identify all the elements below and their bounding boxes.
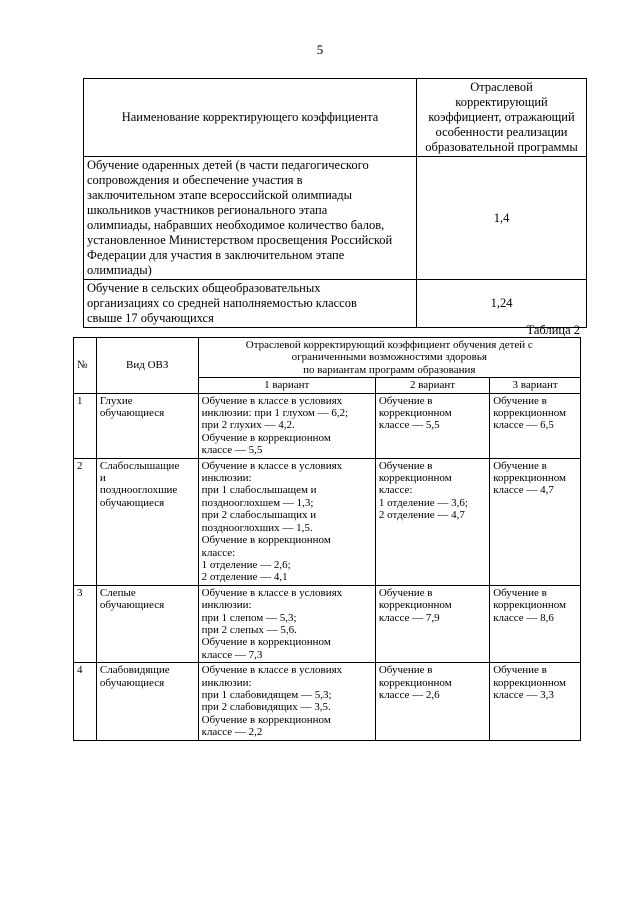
- header-coefficient-group: Отраслевой корректирующий коэффициент обучения детей с ограниченными возможностями здоровья по вариантам программ образования: [198, 338, 580, 378]
- variant-1-cell: Обучение в классе в условиях инклюзии: при 1 глухом — 6,2; при 2 глухих — 4,2. Обучение в коррекционном классе — 5,5: [198, 393, 375, 458]
- disability-kind: Слабовидящие обучающиеся: [96, 663, 198, 740]
- row-number: 2: [74, 458, 97, 585]
- disability-kind: Слабослышащие и позднооглохшие обучающиеся: [96, 458, 198, 585]
- variant-1-cell: Обучение в классе в условиях инклюзии: при 1 слабослышащем и позднооглохшем — 1,3; при 2 слабослышащих и позднооглохших — 1,5. Обучение в коррекционном классе: 1 отделение — 2,6; 2 отделение — 4,1: [198, 458, 375, 585]
- header-industry-coefficient: Отраслевой корректирующий коэффициент, отражающий особенности реализации образовательной программы: [417, 79, 587, 157]
- table-row: [74, 458, 581, 585]
- variant-3-cell: Обучение в коррекционном классе — 4,7: [490, 458, 581, 585]
- coefficient-name-rural: Обучение в сельских общеобразовательных организациях со средней наполняемостью классов свыше 17 обучающихся: [84, 280, 417, 328]
- coefficient-name-gifted: Обучение одаренных детей (в части педагогического сопровождения и обеспечение участия в заключительном этапе всероссийской олимпиады школьников участников регионального этапа олимпиады, набравших необходимое количество балов, установленное Министерством просвещения Российской Федерации для участия в заключительном этапе олимпиады): [84, 157, 417, 280]
- row-number: 1: [74, 393, 97, 458]
- table-header-row: [74, 338, 581, 378]
- header-variant-2: 2 вариант: [375, 378, 489, 393]
- disability-coefficients-table: [73, 337, 581, 741]
- variant-2-cell: Обучение в коррекционном классе — 2,6: [375, 663, 489, 740]
- variant-1-cell: Обучение в классе в условиях инклюзии: при 1 слабовидящем — 5,3; при 2 слабовидящих — 3,5. Обучение в коррекционном классе — 2,2: [198, 663, 375, 740]
- coefficient-value-rural: 1,24: [417, 280, 587, 328]
- page-number: 5: [316, 42, 324, 57]
- header-disability-kind: Вид ОВЗ: [96, 338, 198, 394]
- header-variant-1: 1 вариант: [198, 378, 375, 393]
- table2-caption: Таблица 2: [526, 323, 580, 337]
- variant-3-cell: Обучение в коррекционном классе — 3,3: [490, 663, 581, 740]
- disability-kind: Глухие обучающиеся: [96, 393, 198, 458]
- row-number: 4: [74, 663, 97, 740]
- coefficient-value-gifted: 1,4: [417, 157, 587, 280]
- disability-kind: Слепые обучающиеся: [96, 585, 198, 662]
- table-row: [74, 663, 581, 740]
- variant-1-cell: Обучение в классе в условиях инклюзии: при 1 слепом — 5,3; при 2 слепых — 5,6. Обучение в коррекционном классе — 7,3: [198, 585, 375, 662]
- variant-3-cell: Обучение в коррекционном классе — 6,5: [490, 393, 581, 458]
- variant-2-cell: Обучение в коррекционном классе — 7,9: [375, 585, 489, 662]
- variant-3-cell: Обучение в коррекционном классе — 8,6: [490, 585, 581, 662]
- coefficients-table: [83, 78, 587, 328]
- table-row: [74, 393, 581, 458]
- table-row: [74, 585, 581, 662]
- header-number: №: [74, 338, 97, 394]
- table-row: [84, 280, 587, 328]
- variant-2-cell: Обучение в коррекционном классе — 5,5: [375, 393, 489, 458]
- table-row: [84, 157, 587, 280]
- header-variant-3: 3 вариант: [490, 378, 581, 393]
- row-number: 3: [74, 585, 97, 662]
- table-header-row: [84, 79, 587, 157]
- header-coefficient-name: Наименование корректирующего коэффициента: [84, 79, 417, 157]
- variant-2-cell: Обучение в коррекционном классе: 1 отделение — 3,6; 2 отделение — 4,7: [375, 458, 489, 585]
